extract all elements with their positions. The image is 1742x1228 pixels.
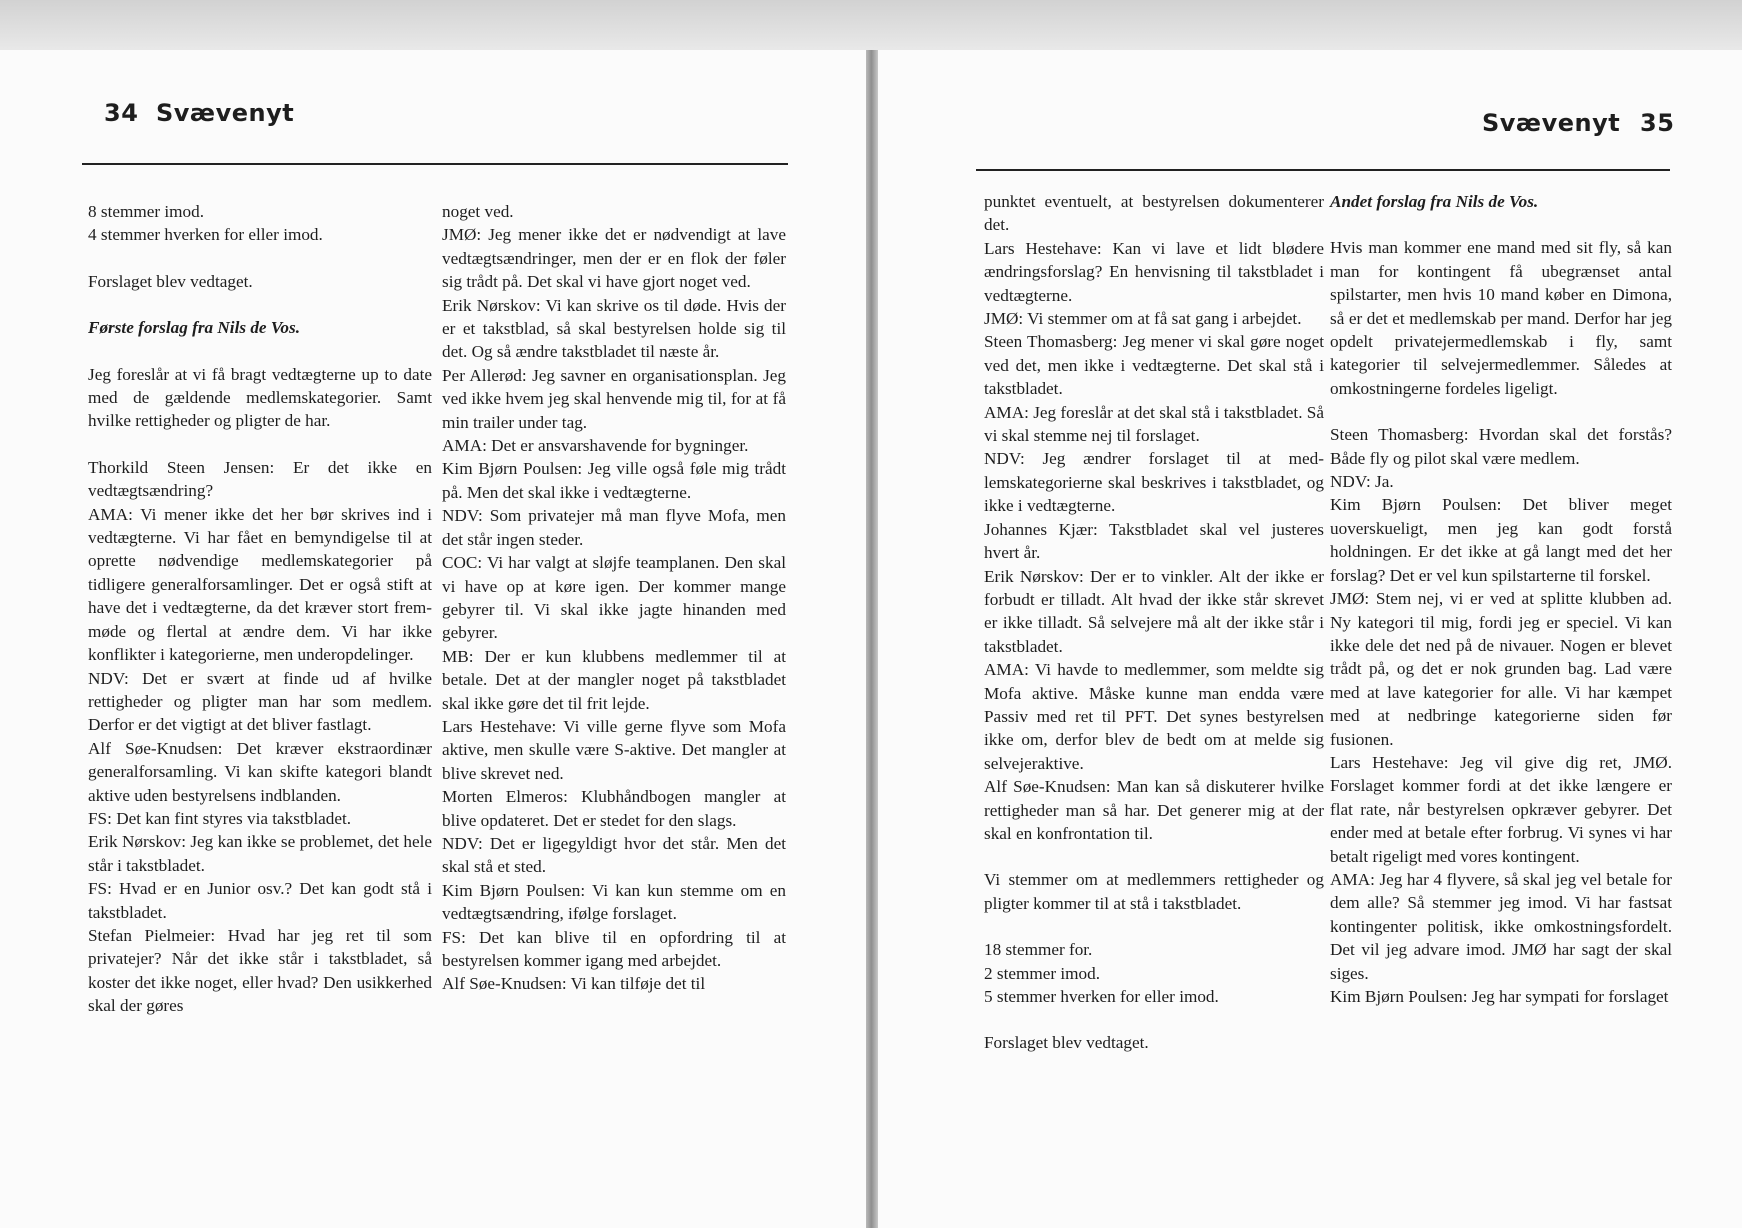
paragraph: 4 stemmer hverken for eller imod. bbox=[88, 225, 323, 245]
paragraph: JMØ: Stem nej, vi er ved at splitte klubben ad. Ny kategori til mig, fordi jeg er speciel. Vi kan ikke dele det ned på de nivauer. Nogen er blevet trådt på, og det er nok grunden bag. Lad være med at lave kategorier for alle. Vi har kæmpet med at nedbringe kategorierne siden før fusionen. bbox=[1330, 589, 1672, 749]
paragraph: Hvis man kommer ene mand med sit fly, så kan man for kontingent få ubegrænset antal spilstarter, men hvis 10 mand køber en Dimona, så er det et medlemskab per mand. Derfor har jeg opdelt privatejermedlemskab i fly, samt kategorier til selvejermedlemmer. Således at omkostningerne fordeles ligeligt. bbox=[1330, 238, 1672, 398]
paragraph: Lars Hestehave: Vi ville gerne flyve som Mofa aktive, men skulle være S-aktive. Det mangler at blive skrevet ned. bbox=[442, 716, 786, 783]
paragraph: Steen Thomasberg: Jeg mener vi skal gøre noget ved det, men ikke i vedtægterne. Det skal stå i takstbladet. bbox=[984, 332, 1324, 399]
paragraph: AMA: Det er ansvarshavende for bygninger. bbox=[442, 436, 749, 456]
paragraph: Kim Bjørn Poulsen: Jeg har sympati for forslaget bbox=[1330, 987, 1669, 1006]
paragraph: NDV: Det er ligegyldigt hvor det står. Men det skal stå et sted. bbox=[442, 833, 786, 877]
page-number: 35 bbox=[1640, 109, 1675, 137]
paragraph: AMA: Jeg foreslår at det skal stå i takstbladet. Så vi skal stemme nej til forslaget. bbox=[984, 402, 1324, 446]
paragraph: 8 stemmer imod. bbox=[88, 202, 204, 221]
paragraph: MB: Der er kun klubbens medlemmer til at betale. Det at der mangler noget på takstbladet skal ikke gøre det til frit lejde. bbox=[442, 646, 786, 713]
paragraph: Kim Bjørn Poulsen: Vi kan kun stemme om en vedtægtsændring, ifølge forslaget. bbox=[442, 880, 786, 924]
paragraph: noget ved. bbox=[442, 202, 514, 221]
paragraph: AMA: Jeg har 4 flyvere, så skal jeg vel betale for dem alle? Så stemmer jeg imod. Vi har fastsat kontingenter politisk, ikke omkostningsfordelt. Det vil jeg advare imod. JMØ har sagt der skal siges. bbox=[1330, 869, 1672, 983]
paragraph: NDV: Jeg ændrer forslaget til at medlemskategorierne skal beskrives i takstbladet, og ikke i vedtægterne. bbox=[984, 449, 1324, 516]
paragraph: JMØ: Jeg mener ikke det er nødvendigt at lave vedtægtsændringer, men der er en flok der føler sig trådt på. Det skal vi have gjort noget ved. bbox=[442, 225, 786, 292]
right-column-1 bbox=[984, 190, 1324, 1055]
paragraph: Thorkild Steen Jensen: Er det ikke en vedtægtsændring? bbox=[88, 457, 432, 501]
page-header-title: Svævenyt bbox=[156, 99, 295, 127]
paragraph: FS: Det kan fint styres via takstbladet. bbox=[88, 808, 352, 828]
paragraph: 2 stemmer imod. bbox=[984, 963, 1100, 983]
paragraph: Vi stemmer om at medlemmers rettigheder og pligter kommer til at stå i takstbladet. bbox=[984, 870, 1324, 913]
left-column-1 bbox=[88, 200, 432, 1018]
paragraph: Steen Thomasberg: Hvordan skal det forstås? Både fly og pilot skal være medlem. bbox=[1330, 425, 1672, 468]
paragraph: Alf Søe-Knudsen: Vi kan tilføje det til bbox=[442, 974, 706, 994]
paragraph: 18 stemmer for. bbox=[984, 940, 1093, 960]
paragraph: Forslaget blev vedtaget. bbox=[984, 1033, 1149, 1053]
paragraph: Alf Søe-Knudsen: Man kan så diskuterer hvilke rettigheder man så har. Det generer mig at der skal en konfrontation til. bbox=[984, 777, 1324, 843]
header-rule bbox=[976, 169, 1670, 171]
paragraph: 5 stemmer hverken for eller imod. bbox=[984, 987, 1219, 1006]
paragraph: JMØ: Vi stemmer om at få sat gang i arbejdet. bbox=[984, 309, 1302, 329]
paragraph: Morten Elmeros: Klubhåndbogen mangler at blive opdateret. Det er stedet for den slags. bbox=[442, 787, 786, 830]
left-column-2 bbox=[442, 200, 786, 996]
paragraph: AMA: Vi havde to medlemmer, som meldte sig Mofa aktive. Måske kunne man endda være Passiv med ret til PFT. Det synes bestyrelsen ikke om, derfor blev de bedt om at melde sig selvejeraktive. bbox=[984, 660, 1324, 773]
paragraph: NDV: Det er svært at finde ud af hvilke rettigheder og pligter man har som medlem. Derfor er det vigtigt at det bliver fastlagt. bbox=[88, 668, 432, 735]
paragraph: Johannes Kjær: Takstbladet skal vel justeres hvert år. bbox=[984, 519, 1324, 563]
header-rule bbox=[82, 163, 788, 165]
paragraph: Erik Nørskov: Vi kan skrive os til døde. Hvis der er et takstblad, så skal bestyrelsen holde sig til det. Og så ændre takstbladet til næste år. bbox=[442, 295, 786, 362]
paragraph: Erik Nørskov: Jeg kan ikke se problemet, det hele står i takstbladet. bbox=[88, 832, 432, 875]
paragraph: Stefan Pielmeier: Hvad har jeg ret til som privatejer? Når det ikke står i takstbladet, så koster det ikke noget, eller hvad? Den usikkerhed skal der gøres bbox=[88, 925, 432, 1016]
paragraph: Kim Bjørn Poulsen: Det bliver meget uoverskueligt, men jeg kan godt forstå holdningen. Er det ikke at gå langt med det her forslag? Det er vel kun spilstarterne til forskel. bbox=[1330, 495, 1672, 585]
paragraph: Lars Hestehave: Jeg vil give dig ret, JMØ. Forslaget kommer fordi at det ikke længere er flat rate, når bestyrelsen opkræver gebyrer. Det ender med at betale efter forbrug. Vi synes vi har betalt rigeligt med vores kontingent. bbox=[1330, 752, 1672, 866]
paragraph: punktet eventuelt, at bestyrelsen dokumenterer det. bbox=[984, 192, 1324, 235]
book-gutter bbox=[866, 50, 878, 1228]
paragraph: FS: Det kan blive til en opfordring til at bestyrelsen kommer igang med arbejdet. bbox=[442, 927, 786, 970]
paragraph: Kim Bjørn Poulsen: Jeg ville også føle mig trådt på. Men det skal ikke i vedtægterne. bbox=[442, 459, 786, 502]
page-number: 34 bbox=[104, 99, 139, 127]
right-column-2 bbox=[1330, 190, 1672, 1008]
paragraph: Erik Nørskov: Der er to vinkler. Alt der ikke er forbudt er tilladt. Alt hvad der ikke står skrevet er ikke tilladt. Så selvejere må alt der ikke står i takstbladet. bbox=[984, 566, 1324, 656]
paragraph: NDV: Ja. bbox=[1330, 472, 1394, 492]
paragraph: Alf Søe-Knudsen: Det kræver ekstraordinær generalforsamling. Vi kan skifte kategori blandt aktive uden bestyrelsens indblanden. bbox=[88, 738, 432, 805]
paragraph: FS: Hvad er en Junior osv.? Det kan godt stå i takstbladet. bbox=[88, 879, 432, 922]
left-page bbox=[0, 50, 866, 1228]
page-header-title: Svævenyt bbox=[1482, 109, 1621, 137]
paragraph: AMA: Vi mener ikke det her bør skrives ind i vedtægterne. Vi har fået en bemyndigelse til at oprette nødvendige medlemskategorier på tidligere generalforsamlinger. Det er også stift at have det i vedtægterne, da det kræver stort fremmøde og flertal at ændre dem. Vi har ikke konflikter i kategorierne, men underopdelinger. bbox=[88, 504, 432, 665]
paragraph: Jeg foreslår at vi få bragt vedtægterne up to date med de gældende medlemskategorier. Samt hvilke rettigheder og pligter de har. bbox=[88, 364, 432, 431]
right-page bbox=[878, 50, 1742, 1228]
paragraph: Per Allerød: Jeg savner en organisationsplan. Jeg ved ikke hvem jeg skal henvende mig til, for at få min trailer under tag. bbox=[442, 365, 786, 432]
paragraph: Forslaget blev vedtaget. bbox=[88, 271, 253, 291]
paragraph: Lars Hestehave: Kan vi lave et lidt blødere ændringsforslag? En henvisning til takstbladet i vedtægterne. bbox=[984, 238, 1324, 305]
section-heading: Andet forslag fra Nils de Vos. bbox=[1330, 192, 1539, 211]
section-heading: Første forslag fra Nils de Vos. bbox=[88, 318, 300, 338]
paragraph: NDV: Som privatejer må man flyve Mofa, men det står ingen steder. bbox=[442, 506, 786, 549]
paragraph: COC: Vi har valgt at sløjfe teamplanen. Den skal vi have op at køre igen. Der kommer mange gebyrer til. Vi skal ikke jagte hinanden med gebyrer. bbox=[442, 553, 786, 643]
